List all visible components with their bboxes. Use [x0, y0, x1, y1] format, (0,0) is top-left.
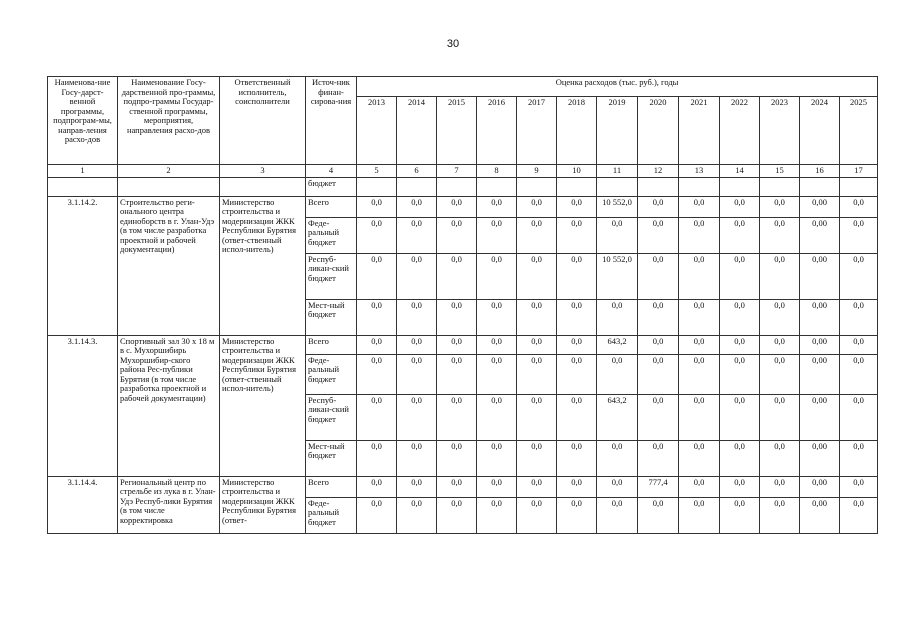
expense-value-2019: 10 552,0 [597, 196, 638, 217]
expense-value-2014: 0,0 [397, 440, 437, 476]
header-year-2025: 2025 [840, 97, 878, 165]
header-executor: Ответственный исполнитель, соисполнители [220, 77, 306, 165]
expense-value-2015: 0,0 [437, 217, 477, 253]
expense-value-2018: 0,0 [557, 217, 597, 253]
funding-source: Всего [306, 196, 357, 217]
expense-value-2023: 0,0 [760, 335, 800, 354]
column-number: 1 [48, 165, 118, 178]
expense-value-2022: 0,0 [720, 394, 760, 440]
expense-value-2022: 0,0 [720, 497, 760, 533]
expense-value-2021: 0,0 [679, 497, 720, 533]
expense-value-2020: 0,0 [638, 253, 679, 299]
header-event-name: Наименование Госу-дарственной про-граммы, подпро-граммы Государ-ственной программы, мероприятия, направления расхо-дов [118, 77, 220, 165]
expense-value-2016: 0,0 [477, 476, 517, 497]
header-program-name: Наименова-ние Госу-дарст-венной программы, подпрограм-мы, направ-ления расхо-дов [48, 77, 118, 165]
expense-value-2020: 0,0 [638, 217, 679, 253]
table-row [48, 476, 878, 497]
expense-value-2018: 0,0 [557, 476, 597, 497]
expense-value-2016: 0,0 [477, 497, 517, 533]
expense-value-2017: 0,0 [517, 354, 557, 394]
expense-value-2019: 10 552,0 [597, 253, 638, 299]
expense-value-2015: 0,0 [437, 440, 477, 476]
row-code: 3.1.14.4. [48, 476, 118, 533]
expense-value-2017: 0,0 [517, 253, 557, 299]
column-number: 16 [800, 165, 840, 178]
expense-value-2025: 0,0 [840, 196, 878, 217]
funding-source: Всего [306, 476, 357, 497]
column-number: 14 [720, 165, 760, 178]
expense-value-2022: 0,0 [720, 440, 760, 476]
expense-value-2015: 0,0 [437, 196, 477, 217]
expense-value-2021: 0,0 [679, 217, 720, 253]
header-year-2019: 2019 [597, 97, 638, 165]
header-year-2020: 2020 [638, 97, 679, 165]
expense-value-2021: 0,0 [679, 440, 720, 476]
header-year-2023: 2023 [760, 97, 800, 165]
expense-value-2020: 0,0 [638, 335, 679, 354]
expense-value-2018: 0,0 [557, 299, 597, 335]
expense-value-2013: 0,0 [357, 196, 397, 217]
expense-value-2013: 0,0 [357, 354, 397, 394]
expense-value-2021: 0,0 [679, 335, 720, 354]
page-number: 30 [446, 38, 460, 50]
expense-value-2022: 0,0 [720, 217, 760, 253]
expense-value-2019: 0,0 [597, 299, 638, 335]
column-number: 11 [597, 165, 638, 178]
expense-value-2016: 0,0 [477, 440, 517, 476]
expense-value-2022: 0,0 [720, 335, 760, 354]
expense-value-2025: 0,0 [840, 497, 878, 533]
expense-value-2017: 0,0 [517, 497, 557, 533]
expense-value-2018: 0,0 [557, 440, 597, 476]
expense-value-2014: 0,0 [397, 335, 437, 354]
expense-value-2016: 0,0 [477, 217, 517, 253]
column-number: 17 [840, 165, 878, 178]
responsible-executor: Министерство строительства и модернизации ЖКК Республики Бурятия (ответ-ственный испол-нитель) [220, 335, 306, 476]
expense-value-2024: 0,00 [800, 335, 840, 354]
expense-value-2013: 0,0 [357, 253, 397, 299]
responsible-executor: Министерство строительства и модернизации ЖКК Республики Бурятия (ответ- [220, 476, 306, 533]
expense-value-2019: 0,0 [597, 440, 638, 476]
funding-source: бюджет [306, 177, 357, 196]
expense-value-2016: 0,0 [477, 354, 517, 394]
funding-source: Феде-ральный бюджет [306, 217, 357, 253]
expense-value-2025: 0,0 [840, 476, 878, 497]
expense-value-2020: 0,0 [638, 354, 679, 394]
header-year-2016: 2016 [477, 97, 517, 165]
expense-value-2013: 0,0 [357, 394, 397, 440]
expense-value-2013: 0,0 [357, 440, 397, 476]
funding-source: Феде-ральный бюджет [306, 497, 357, 533]
expense-value-2017: 0,0 [517, 476, 557, 497]
expense-value-2020: 0,0 [638, 299, 679, 335]
expense-value-2025: 0,0 [840, 217, 878, 253]
expense-value-2025: 0,0 [840, 440, 878, 476]
header-year-2021: 2021 [679, 97, 720, 165]
expense-value-2016: 0,0 [477, 335, 517, 354]
expense-value-2017: 0,0 [517, 299, 557, 335]
expense-value-2019: 643,2 [597, 394, 638, 440]
header-year-2022: 2022 [720, 97, 760, 165]
expense-value-2013: 0,0 [357, 217, 397, 253]
column-number: 12 [638, 165, 679, 178]
expense-value-2021: 0,0 [679, 394, 720, 440]
table-row [48, 335, 878, 354]
expense-value-2016: 0,0 [477, 253, 517, 299]
expense-value-2023: 0,0 [760, 196, 800, 217]
expense-value-2016: 0,0 [477, 394, 517, 440]
column-number: 8 [477, 165, 517, 178]
expense-value-2014: 0,0 [397, 196, 437, 217]
row-code: 3.1.14.2. [48, 196, 118, 335]
column-number: 7 [437, 165, 477, 178]
table-row [48, 177, 878, 196]
expense-value-2017: 0,0 [517, 440, 557, 476]
expense-value-2018: 0,0 [557, 196, 597, 217]
expense-value-2023: 0,0 [760, 440, 800, 476]
expense-value-2022: 0,0 [720, 196, 760, 217]
header-expense-estimate: Оценка расходов (тыс. руб.), годы [357, 77, 878, 97]
expense-value-2015: 0,0 [437, 394, 477, 440]
expense-value-2015: 0,0 [437, 476, 477, 497]
event-name: Строительство реги-онального центра единоборств в г. Улан-Удэ (в том числе разработка проектной и рабочей документации) [118, 196, 220, 335]
expense-value-2014: 0,0 [397, 354, 437, 394]
expense-value-2024: 0,00 [800, 299, 840, 335]
expense-value-2024: 0,00 [800, 394, 840, 440]
header-year-2018: 2018 [557, 97, 597, 165]
header-year-2024: 2024 [800, 97, 840, 165]
expense-value-2014: 0,0 [397, 299, 437, 335]
budget-table [47, 76, 878, 534]
row-code: 3.1.14.3. [48, 335, 118, 476]
expense-value-2020: 0,0 [638, 196, 679, 217]
expense-value-2015: 0,0 [437, 497, 477, 533]
expense-value-2015: 0,0 [437, 354, 477, 394]
expense-value-2024: 0,00 [800, 196, 840, 217]
expense-value-2018: 0,0 [557, 335, 597, 354]
expense-value-2015: 0,0 [437, 299, 477, 335]
column-number: 4 [306, 165, 357, 178]
expense-value-2023: 0,0 [760, 354, 800, 394]
header-year-2017: 2017 [517, 97, 557, 165]
expense-value-2021: 0,0 [679, 253, 720, 299]
expense-value-2014: 0,0 [397, 394, 437, 440]
header-funding-source: Источ-ник финан-сирова-ния [306, 77, 357, 165]
table-row [48, 196, 878, 217]
expense-value-2013: 0,0 [357, 497, 397, 533]
expense-value-2015: 0,0 [437, 335, 477, 354]
expense-value-2024: 0,00 [800, 253, 840, 299]
expense-value-2021: 0,0 [679, 196, 720, 217]
table-header [48, 77, 878, 178]
expense-value-2024: 0,00 [800, 354, 840, 394]
expense-value-2020: 0,0 [638, 440, 679, 476]
expense-value-2014: 0,0 [397, 497, 437, 533]
expense-value-2019: 0,0 [597, 217, 638, 253]
expense-value-2023: 0,0 [760, 253, 800, 299]
expense-value-2018: 0,0 [557, 354, 597, 394]
expense-value-2019: 643,2 [597, 335, 638, 354]
expense-value-2019: 0,0 [597, 497, 638, 533]
header-year-2014: 2014 [397, 97, 437, 165]
expense-value-2024: 0,00 [800, 440, 840, 476]
column-number: 15 [760, 165, 800, 178]
expense-value-2025: 0,0 [840, 354, 878, 394]
expense-value-2022: 0,0 [720, 354, 760, 394]
expense-value-2021: 0,0 [679, 476, 720, 497]
expense-value-2023: 0,0 [760, 394, 800, 440]
expense-value-2020: 0,0 [638, 394, 679, 440]
funding-source: Феде-ральный бюджет [306, 354, 357, 394]
expense-value-2016: 0,0 [477, 196, 517, 217]
column-number: 13 [679, 165, 720, 178]
column-number: 9 [517, 165, 557, 178]
column-number: 2 [118, 165, 220, 178]
expense-value-2022: 0,0 [720, 299, 760, 335]
expense-value-2015: 0,0 [437, 253, 477, 299]
expense-value-2019: 0,0 [597, 354, 638, 394]
expense-value-2022: 0,0 [720, 476, 760, 497]
expense-value-2016: 0,0 [477, 299, 517, 335]
header-year-2013: 2013 [357, 97, 397, 165]
responsible-executor: Министерство строительства и модернизации ЖКК Республики Бурятия (ответ-ственный испол-нитель) [220, 196, 306, 335]
column-number: 6 [397, 165, 437, 178]
expense-value-2023: 0,0 [760, 299, 800, 335]
expense-value-2013: 0,0 [357, 335, 397, 354]
expense-value-2025: 0,0 [840, 394, 878, 440]
expense-value-2014: 0,0 [397, 217, 437, 253]
expense-value-2017: 0,0 [517, 394, 557, 440]
column-number: 5 [357, 165, 397, 178]
expense-value-2018: 0,0 [557, 497, 597, 533]
expense-value-2017: 0,0 [517, 196, 557, 217]
funding-source: Респуб-ликан-ский бюджет [306, 253, 357, 299]
expense-value-2014: 0,0 [397, 253, 437, 299]
expense-value-2023: 0,0 [760, 217, 800, 253]
expense-value-2025: 0,0 [840, 253, 878, 299]
expense-value-2023: 0,0 [760, 497, 800, 533]
expense-value-2021: 0,0 [679, 299, 720, 335]
expense-value-2017: 0,0 [517, 335, 557, 354]
expense-value-2024: 0,00 [800, 476, 840, 497]
funding-source: Мест-ный бюджет [306, 299, 357, 335]
expense-value-2013: 0,0 [357, 476, 397, 497]
expense-value-2020: 777,4 [638, 476, 679, 497]
expense-value-2024: 0,00 [800, 497, 840, 533]
funding-source: Всего [306, 335, 357, 354]
header-year-2015: 2015 [437, 97, 477, 165]
funding-source: Респуб-ликан-ский бюджет [306, 394, 357, 440]
table-body [48, 177, 878, 533]
expense-value-2024: 0,00 [800, 217, 840, 253]
expense-value-2025: 0,0 [840, 335, 878, 354]
expense-value-2017: 0,0 [517, 217, 557, 253]
expense-value-2023: 0,0 [760, 476, 800, 497]
expense-value-2022: 0,0 [720, 253, 760, 299]
column-number: 3 [220, 165, 306, 178]
expense-value-2025: 0,0 [840, 299, 878, 335]
funding-source: Мест-ный бюджет [306, 440, 357, 476]
event-name: Региональный центр по стрельбе из лука в г. Улан-Удэ Респуб-лики Бурятия (в том числе корректировка [118, 476, 220, 533]
expense-value-2014: 0,0 [397, 476, 437, 497]
expense-value-2013: 0,0 [357, 299, 397, 335]
expense-value-2021: 0,0 [679, 354, 720, 394]
expense-value-2018: 0,0 [557, 394, 597, 440]
column-number: 10 [557, 165, 597, 178]
expense-value-2018: 0,0 [557, 253, 597, 299]
expense-value-2020: 0,0 [638, 497, 679, 533]
expense-value-2019: 0,0 [597, 476, 638, 497]
event-name: Спортивный зал 30 х 18 м в с. Мухоршибирь Мухоршибир-ского района Рес-публики Бурятия (в том числе разработка проектной и рабочей документации) [118, 335, 220, 476]
